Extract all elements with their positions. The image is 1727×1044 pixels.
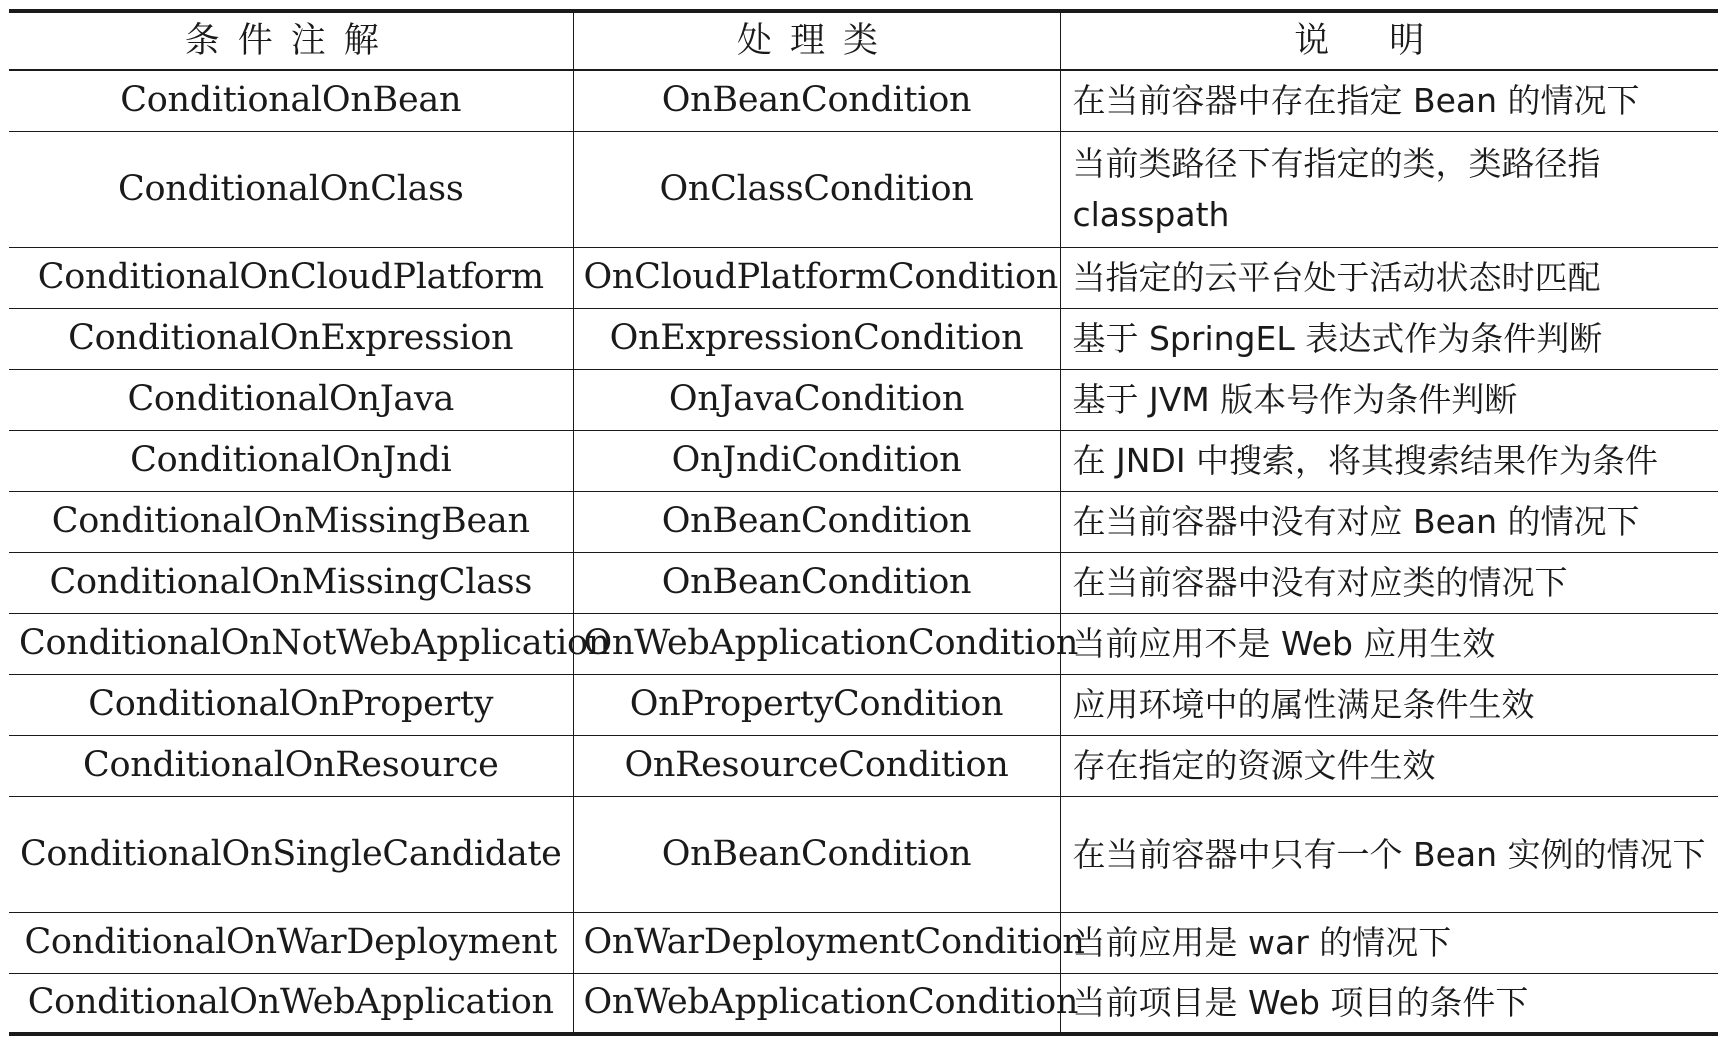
annotation-cell: ConditionalOnJava [9,369,573,430]
header-annotation: 条件注解 [9,11,573,70]
annotation-cell: ConditionalOnMissingClass [9,552,573,613]
description-cell: 当指定的云平台处于活动状态时匹配 [1060,247,1718,308]
description-cell: 存在指定的资源文件生效 [1060,735,1718,796]
description-cell: 当前应用是 war 的情况下 [1060,912,1718,973]
table-row [9,247,1718,308]
header-description: 说明 [1060,11,1718,70]
description-cell: 在当前容器中没有对应类的情况下 [1060,552,1718,613]
annotation-cell: ConditionalOnResource [9,735,573,796]
processor-cell: OnCloudPlatformCondition [573,247,1060,308]
table-row [9,796,1718,912]
processor-cell: OnBeanCondition [573,70,1060,131]
processor-cell: OnResourceCondition [573,735,1060,796]
table-row [9,131,1718,247]
processor-cell: OnClassCondition [573,131,1060,247]
conditional-annotations-table [9,9,1718,1036]
table-header [9,11,1718,70]
annotation-cell: ConditionalOnProperty [9,674,573,735]
table-row [9,430,1718,491]
table-row [9,735,1718,796]
description-cell: 当前类路径下有指定的类，类路径指 classpath [1060,131,1718,247]
processor-cell: OnWebApplicationCondition [573,613,1060,674]
processor-cell: OnWarDeploymentCondition [573,912,1060,973]
table-row [9,70,1718,131]
annotation-cell: ConditionalOnWarDeployment [9,912,573,973]
description-cell: 当前应用不是 Web 应用生效 [1060,613,1718,674]
header-row [9,11,1718,70]
annotation-cell: ConditionalOnBean [9,70,573,131]
description-cell: 应用环境中的属性满足条件生效 [1060,674,1718,735]
table-row [9,674,1718,735]
description-cell: 基于 JVM 版本号作为条件判断 [1060,369,1718,430]
processor-cell: OnJndiCondition [573,430,1060,491]
table-row [9,552,1718,613]
processor-cell: OnBeanCondition [573,491,1060,552]
description-cell: 在当前容器中没有对应 Bean 的情况下 [1060,491,1718,552]
description-cell: 基于 SpringEL 表达式作为条件判断 [1060,308,1718,369]
annotation-cell: ConditionalOnCloudPlatform [9,247,573,308]
annotation-cell: ConditionalOnNotWebApplication [9,613,573,674]
description-cell: 在当前容器中存在指定 Bean 的情况下 [1060,70,1718,131]
header-processor: 处理类 [573,11,1060,70]
annotation-cell: ConditionalOnSingleCandidate [9,796,573,912]
annotation-cell: ConditionalOnWebApplication [9,973,573,1034]
annotation-cell: ConditionalOnMissingBean [9,491,573,552]
annotation-cell: ConditionalOnClass [9,131,573,247]
description-cell: 在当前容器中只有一个 Bean 实例的情况下 [1060,796,1718,912]
table-body [9,70,1718,1034]
table-row [9,308,1718,369]
conditional-annotations-table-container [9,9,1718,1036]
processor-cell: OnWebApplicationCondition [573,973,1060,1034]
annotation-cell: ConditionalOnJndi [9,430,573,491]
table-row [9,973,1718,1034]
table-row [9,369,1718,430]
description-cell: 当前项目是 Web 项目的条件下 [1060,973,1718,1034]
processor-cell: OnBeanCondition [573,796,1060,912]
processor-cell: OnPropertyCondition [573,674,1060,735]
processor-cell: OnJavaCondition [573,369,1060,430]
description-cell: 在 JNDI 中搜索，将其搜索结果作为条件 [1060,430,1718,491]
annotation-cell: ConditionalOnExpression [9,308,573,369]
table-row [9,912,1718,973]
processor-cell: OnExpressionCondition [573,308,1060,369]
processor-cell: OnBeanCondition [573,552,1060,613]
table-row [9,491,1718,552]
table-row [9,613,1718,674]
